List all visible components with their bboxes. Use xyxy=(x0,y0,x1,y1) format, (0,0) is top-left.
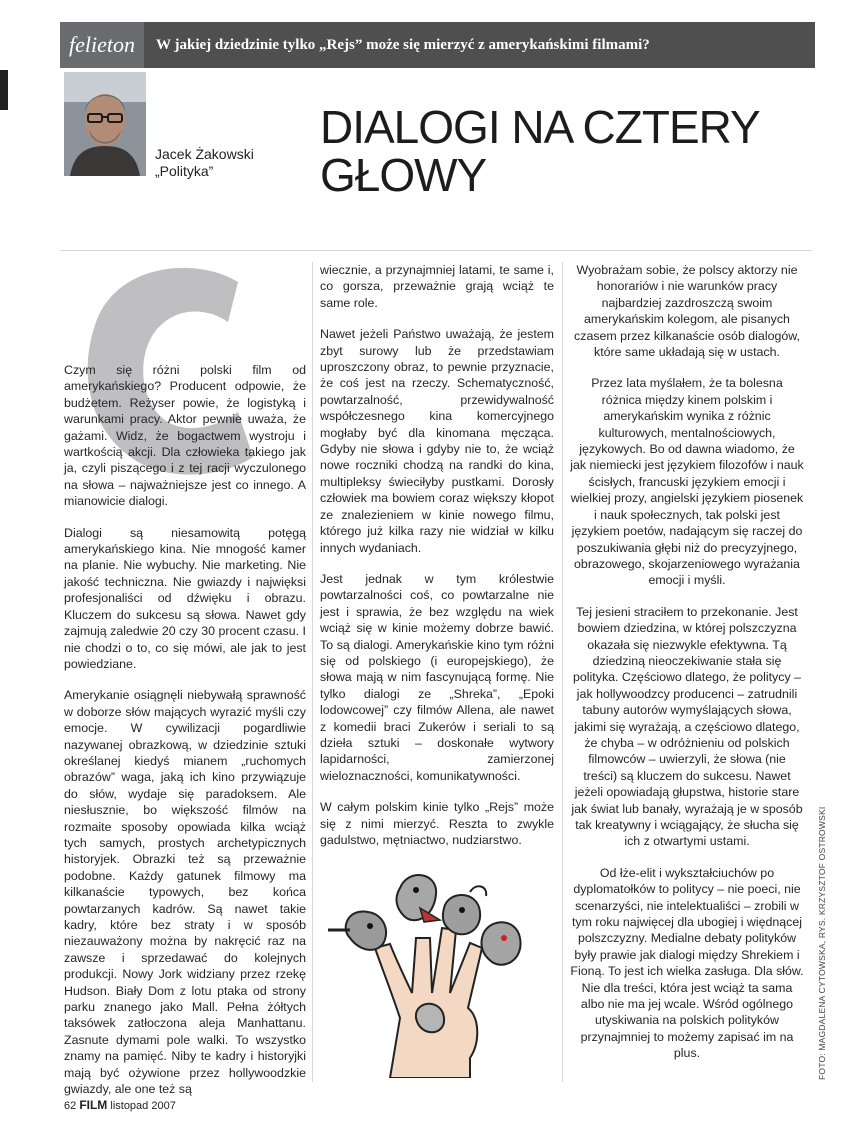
paragraph: Nawet jeżeli Państwo uważają, że jestem zbyt surowy lub że przedstawiam uproszczony obraz, to pewnie przyznacie, że coś jest na rzeczy. Schematyczność, powtarzalność, przewidywalność współczesnego kina komercyjnego mogłaby być dla kinomana męcząca. Gdyby nie słowa i gdyby nie to, że wciąż nowe roczniki chodzą na randki do kina, multipleksy świeciłyby pustkami. Dorosły człowiek ma bowiem coraz większy kłopot ze znalezieniem w kinie nowego filmu, którego już kilka razy nie widział w kilku innych wydaniach. xyxy=(320,327,554,555)
article-headline: DIALOGI NA CZTERY GŁOWY xyxy=(320,101,759,201)
paragraph: Od łże-elit i wykształciuchów po dyplomatołków to politycy – nie poeci, nie scenarzyści, nie intelektualiści – zrobili w tym roku najwięcej dla ubogiej i więdnącej polszczyzny. Medialne debaty polityków były prawie jak dialogi między Shrekiem i Fioną. To jest ich wielka zasługa. Dla słów. Nie dla treści, która jest wciąż ta sama albo nie ma jej wcale. Wśród ogólnego utyskiwania na polskich polityków przynajmniej to możemy zapisać im na plus. xyxy=(570,865,804,1061)
photo-credit: FOTO: MAGDALENA CYTOWSKA, RYS. KRZYSZTOF OSTROWSKI xyxy=(817,806,827,1080)
column-divider xyxy=(312,262,313,1082)
paragraph: W całym polskim kinie tylko „Rejs” może się z nimi mierzyć. Reszta to zwykle gadulstwo, mętniactwo, nudziarstwo. xyxy=(320,800,554,847)
author-photo xyxy=(64,72,146,176)
page-edge-mark xyxy=(0,70,8,110)
paragraph: Czym się różni polski film od amerykańskiego? Producent odpowie, że budżetem. Reżyser powie, że logistyką i warunkami pracy. Aktor pewnie uważa, że gażami. Widz, że bogactwem wystroju i wartkością akcji. Dla człowieka takiego jak ja, czyli piszącego i z tej racji wyczulonego na słowa – najważniejsze jest co innego. A mianowicie dialogi. xyxy=(64,363,306,509)
author-name: Jacek Żakowski xyxy=(155,146,254,162)
paragraph: Dialogi są niesamowitą potęgą amerykańskiego kina. Nie mnogość kamer na planie. Nie wybuchy. Nie marketing. Nie jakość techniczna. Nie gwiazdy i najwięksi profesjonaliści od dźwięku i obrazu. Kluczem do sukcesu są słowa. Nawet gdy zajmują zaledwie 20 czy 30 procent czasu. I nie chodzi o to, co się mówi, ale jak to jest powiedziane. xyxy=(64,525,306,671)
magazine-name: FILM xyxy=(79,1098,108,1112)
section-label: felieton xyxy=(60,22,144,68)
paragraph: wiecznie, a przynajmniej latami, te same i, co gorsza, przeważnie grają wciąż te same role. xyxy=(320,263,554,310)
teaser-question: W jakiej dziedzinie tylko „Rejs” może się mierzyć z amerykańskimi filmami? xyxy=(156,37,650,53)
column-divider xyxy=(562,262,563,1082)
paragraph: Jest jednak w tym królestwie powtarzalności coś, co powtarzalne nie jest i sprawia, że bez względu na wiek wciąż się w kinie możemy dobrze bawić. To są dialogi. Amerykańskie kino tym różni się od polskiego (i europejskiego), że słowa mają w nim fascynującą formę. Nie tylko dialogi ze „Shreka”, „Epoki lodowcowej” czy filmów Allena, ale nawet z komedii braci Zukerów i seriali to są dzieła sztuki – doskonałe wytwory lapidarności, zamierzonej wieloznaczności, komunikatywności. xyxy=(320,571,554,783)
paragraph: Amerykanie osiągnęli niebywałą sprawność w doborze słów mających wyrazić myśli czy emocje. W cywilizacji pogardliwie nazywanej obrazkową, w dziedzinie sztuki określanej kiedyś mianem „ruchomych obrazów” waga, jaką ich kino przywiązuje do słów, wydaje się paradoksem. Ale niesłusznie, bo większość filmów na rozmaite sposoby opowiada kilka wciąż tych samych, prostych archetypicznych historyjek. Obrazki też są przeważnie podobne. Każdy gatunek filmowy ma kilkanaście typowych, bez końca powtarzanych kadrów. Są nawet takie kadry, które bez straty i w sposób niezauważony można by nakręcić raz na zawsze i sprzedawać do kolejnych produkcji. Nowy Jork widziany przez rzekę Hudson. Biały Dom z lotu ptaka od strony parku znanego jako Mall. Pełna żółtych taksówek zatłoczona aleja Manhattanu. Zasnute dymami pole walki. To wszystko znamy na pamięć. Niby te kadry i historyjki mają być ożywione przez hollywoodzkie gwiazdy, ale one też są xyxy=(64,688,306,1097)
body-column-2 xyxy=(320,262,554,863)
page-number: 62 xyxy=(64,1100,77,1112)
author-outlet: „Polityka” xyxy=(155,163,214,179)
finger-puppets-illustration xyxy=(320,868,554,1078)
author-byline xyxy=(155,146,254,180)
page-footer xyxy=(64,1098,176,1112)
header-banner xyxy=(60,22,815,68)
paragraph: Tej jesieni straciłem to przekonanie. Jest bowiem dziedzina, w której polszczyzna okazała się niezwykle efektywna. Tą dziedziną nieoczekiwanie stała się polityka. Częściowo dlatego, że politycy – jak hollywoodzcy producenci – zatrudnili tabuny autorów wymyślających słowa, jakimi się wyrażają, a częściowo dlatego, że chyba – w odróżnieniu od polskich filmowców – uwierzyli, że słowa (nie treści) są kluczem do sukcesu. Nawet jeżeli opowiadają głupstwa, historie stare jak świat lub banały, wyrażają je w sposób tak kreatywny i wciągający, że słucha się ich z otwartymi ustami. xyxy=(571,604,803,849)
paragraph: Wyobrażam sobie, że polscy aktorzy nie honorariów i nie warunków pracy najbardziej zazdroszczą swoim amerykańskim kolegom, ale pisanych czasem przez kilkanaście osób dialogów, które same układają się w ustach. xyxy=(574,263,800,360)
author-portrait-icon xyxy=(64,72,146,176)
body-column-3 xyxy=(570,262,804,1077)
paragraph: Przez lata myślałem, że ta bolesna różnica między kinem polskim i amerykańskim wynika z różnic kulturowych, mentalnościowych, językowych. Bo od dawna wiadomo, że jak niemiecki jest językiem filozofów i nauk ścisłych, francuski językiem emocji i wielkiej prozy, angielski językiem piosenek i nauk społecznych, tak polski jest językiem poetów, nadającym się raczej do poszukiwania głębi niż do precyzyjnego, obrazowego, skojarzeniowego wyrażania emocji i myśli. xyxy=(570,376,804,588)
top-divider xyxy=(60,250,812,251)
body-column-1 xyxy=(64,362,306,1112)
issue-date: listopad 2007 xyxy=(110,1100,176,1112)
